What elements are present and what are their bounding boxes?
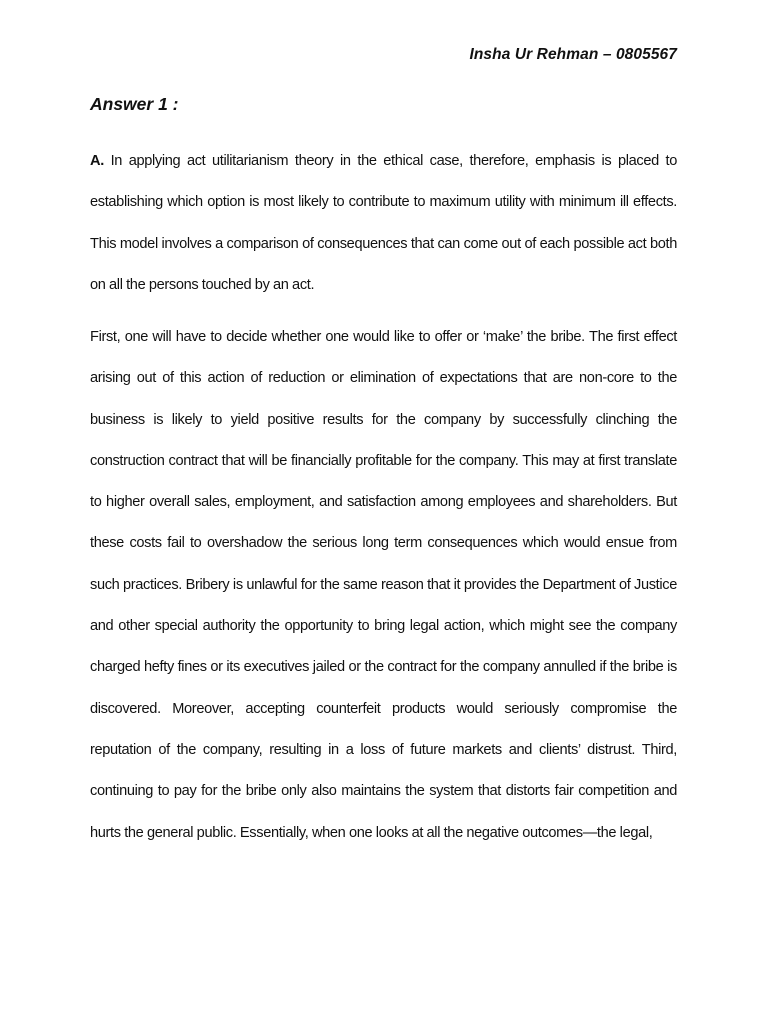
paragraph-a-label: A. bbox=[90, 153, 104, 169]
answer-heading: Answer 1 : bbox=[90, 94, 179, 114]
paragraph-b: First, one will have to decide whether one would like to offer or ‘make’ the bribe. The first effect arising out of this action of reduction or elimination of expectations that are non-core to the business is likely to yield positive results for the company by successfully clinching the construction contract that will be financially profitable for the company. This may at first translate to higher overall sales, employment, and satisfaction among employees and shareholders. But these costs fail to overshadow the serious long term consequences which would ensue from such practices. Bribery is unlawful for the same reason that it provides the Department of Justice and other special authority the opportunity to bring legal action, which might see the company charged hefty fines or its executives jailed or the contract for the company annulled if the bribe is discovered. Moreover, accepting counterfeit products would seriously compromise the reputation of the company, resulting in a loss of future markets and clients’ distrust. Third, continuing to pay for the bribe only also maintains the system that distorts fair competition and hurts the general public. Essentially, when one looks at all the negative outcomes—the legal, bbox=[90, 329, 677, 841]
paragraph-a bbox=[90, 141, 677, 306]
paragraph-a-text: In applying act utilitarianism theory in the ethical case, therefore, emphasis is placed to establishing which option is most likely to contribute to maximum utility with minimum ill effects. This model involves a comparison of consequences that can come out of each possible act both on all the persons touched by an act. bbox=[90, 153, 677, 293]
author-header: Insha Ur Rehman – 0805567 bbox=[469, 46, 677, 63]
